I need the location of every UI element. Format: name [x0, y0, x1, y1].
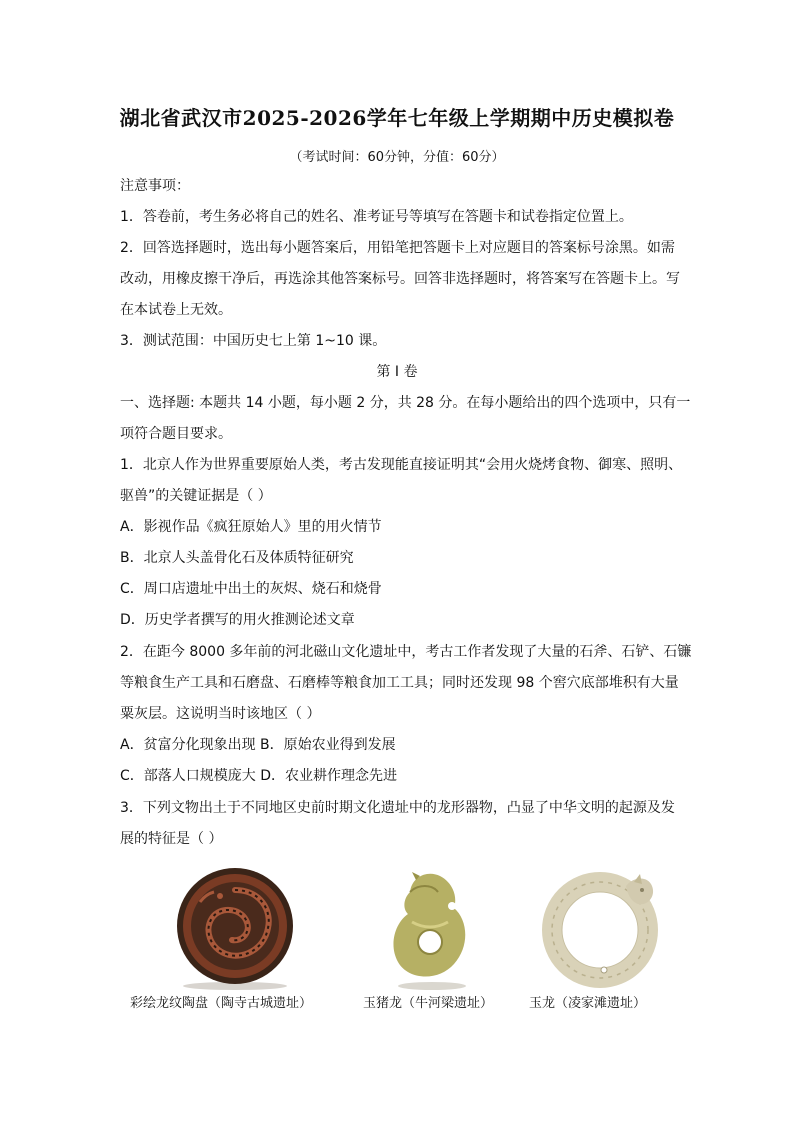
question-2-stem-line-1: 2．在距今 8000 多年前的河北磁山文化遗址中，考古工作者发现了大量的石斧、石铲、石镰: [120, 644, 692, 660]
question-1-option-d: D．历史学者撰写的用火推测论述文章: [120, 612, 355, 628]
exam-info: （考试时间：60分钟，分值：60分）: [289, 150, 505, 165]
note-item-1: 1．答卷前，考生务必将自己的姓名、准考证号等填写在答题卡和试卷指定位置上。: [120, 209, 633, 225]
question-3-stem-line-2: 展的特征是（ ）: [120, 831, 223, 847]
jade-dragon-ring-image: [530, 862, 680, 992]
section-intro-line-2: 项符合题目要求。: [120, 426, 232, 442]
section-intro-line-1: 一、选择题: 本题共 14 小题，每小题 2 分，共 28 分。在每小题给出的四个选项中，只有一: [120, 395, 691, 411]
question-2-stem-line-2: 等粮食生产工具和石磨盘、石磨棒等粮食加工工具；同时还发现 98 个窖穴底部堆积有大量: [120, 675, 679, 691]
note-item-2-line-2: 改动，用橡皮擦干净后，再选涂其他答案标号。回答非选择题时，将答案写在答题卡上。写: [120, 271, 680, 287]
question-2-stem-line-3: 粟灰层。这说明当时该地区（ ）: [120, 706, 321, 722]
note-item-2-line-1: 2．回答选择题时，选出每小题答案后，用铅笔把答题卡上对应题目的答案标号涂黑。如需: [120, 240, 675, 256]
jade-pig-dragon-image: [362, 862, 512, 992]
page-title: 湖北省武汉市2025-2026学年七年级上学期期中历史模拟卷: [119, 106, 675, 130]
question-1-option-b: B．北京人头盖骨化石及体质特征研究: [120, 550, 354, 566]
figure-caption-jade-dragon: 玉龙（凌家滩遗址）: [529, 996, 647, 1011]
question-2-options-cd: C．部落人口规模庞大 D．农业耕作理念先进: [120, 768, 398, 784]
question-3-stem-line-1: 3．下列文物出土于不同地区史前时期文化遗址中的龙形器物，凸显了中华文明的起源及发: [120, 800, 675, 816]
figure-caption-plate: 彩绘龙纹陶盘（陶寺古城遗址）: [130, 996, 313, 1011]
question-1-stem-line-2: 驱兽”的关键证据是（ ）: [120, 488, 272, 504]
volume-label: 第 I 卷: [376, 364, 418, 380]
question-1-option-c: C．周口店遗址中出土的灰烬、烧石和烧骨: [120, 581, 382, 597]
painted-dragon-plate-image: [160, 862, 310, 992]
question-2-options-ab: A．贫富分化现象出现 B．原始农业得到发展: [120, 737, 396, 753]
question-1-option-a: A．影视作品《疯狂原始人》里的用火情节: [120, 519, 382, 535]
note-item-2-line-3: 在本试卷上无效。: [120, 302, 232, 318]
figure-caption-pig-dragon: 玉猪龙（牛河梁遗址）: [363, 996, 494, 1011]
notes-heading: 注意事项：: [120, 178, 190, 194]
question-1-stem-line-1: 1．北京人作为世界重要原始人类，考古发现能直接证明其“会用火烧烤食物、御寒、照明、: [120, 457, 683, 473]
note-item-3: 3．测试范围：中国历史七上第 1~10 课。: [120, 333, 387, 349]
